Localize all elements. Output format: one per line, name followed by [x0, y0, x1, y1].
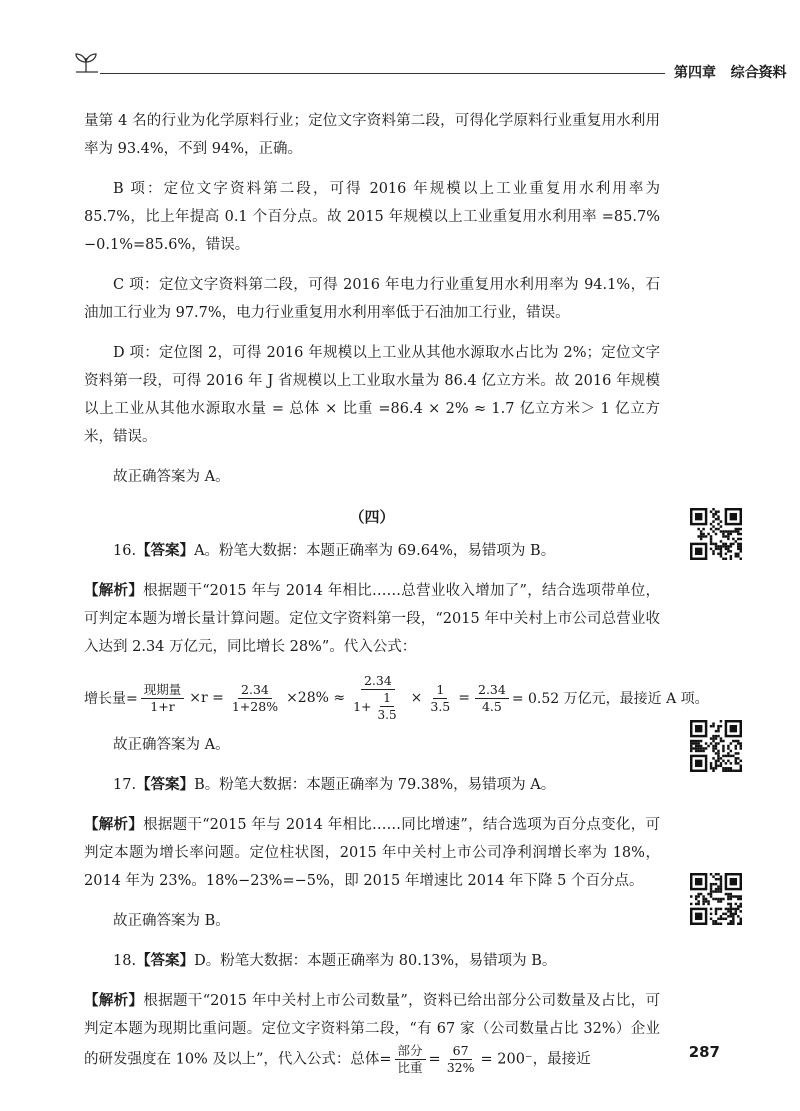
fraction-numerator: 2.34: [238, 682, 272, 699]
fraction: [444, 1043, 478, 1076]
q17-analysis-text: 根据题干“2015 年与 2014 年相比……同比增速”，结合选项为百分点变化，可判定本题为增长率问题。定位柱状图，2015 年中关村上市公司净利润增长率为 18%，2014 年为 23%。18%−23%=−5%，即 2015 年增速比 2014 年下降 5 个百分点。: [84, 817, 660, 889]
q18-answer-text: D。粉笔大数据：本题正确率为 80.13%，易错项为 B。: [194, 953, 557, 969]
q17-answer: [84, 771, 660, 799]
qr-code-icon[interactable]: [690, 720, 742, 772]
fraction-denominator: 3.5: [377, 708, 397, 722]
paragraph-option-c: C 项：定位文字资料第二段，可得 2016 年电力行业重复用水利用率为 94.1%，石油加工行业为 97.7%，电力行业重复用水利用率低于石油加工行业，错误。: [84, 277, 660, 321]
q18-analysis-tag: 【解析】: [84, 992, 144, 1009]
q16-conclusion: 故正确答案为 A。: [113, 737, 230, 753]
chapter-label: [674, 62, 787, 82]
fraction-denominator: [350, 690, 406, 723]
page-number: 287: [688, 1043, 720, 1061]
formula-operator: =: [428, 1051, 441, 1068]
fraction-denominator: 3.5: [430, 698, 451, 714]
fraction: [229, 682, 281, 715]
fraction-numerator: 2.34: [475, 682, 509, 699]
fraction-numerator: 现期量: [141, 682, 185, 699]
paragraph-conclusion: 故正确答案为 A。: [113, 469, 230, 485]
q17-answer-text: B。粉笔大数据：本题正确率为 79.38%，易错项为 A。: [194, 777, 556, 793]
fraction-numerator: 67: [450, 1043, 472, 1060]
q16-analysis-tag: 【解析】: [84, 582, 144, 599]
fraction-numerator: 2.34: [361, 673, 395, 690]
formula-operator: ×28% ≈: [286, 690, 346, 706]
q18-number: 18.: [113, 953, 137, 969]
q17-analysis-tag: 【解析】: [84, 816, 144, 833]
qr-code-icon[interactable]: [690, 508, 742, 560]
q16-answer-tag: 【答案】: [136, 542, 195, 559]
q16-answer: [84, 537, 660, 565]
fraction: [395, 1043, 426, 1076]
q17-number: 17.: [113, 777, 137, 793]
page-header: [72, 50, 787, 90]
fraction-numerator: 1: [380, 690, 394, 707]
q18-answer-tag: 【答案】: [136, 952, 195, 969]
paragraph-option-b: B 项：定位文字资料第二段，可得 2016 年规模以上工业重复用水利用率为 85.7%，比上年提高 0.1 个百分点。故 2015 年规模以上工业重复用水利用率 =85.7%−0.1%=85.6%，错误。: [84, 181, 660, 253]
chapter-number: 第四章: [674, 65, 716, 81]
q16-number: 16.: [113, 543, 137, 559]
fraction: [475, 682, 509, 715]
q18-analysis: [84, 987, 660, 1076]
section-title: （四）: [349, 508, 395, 526]
formula-operator: ×: [410, 690, 423, 706]
fraction-denominator: 1+28%: [231, 698, 279, 714]
q17-conclusion: 故正确答案为 B。: [113, 913, 230, 929]
header-rule-tail: [748, 73, 780, 74]
fraction: [141, 682, 185, 715]
q17-analysis: [84, 811, 660, 895]
q18-answer: [84, 947, 660, 975]
fraction: [427, 682, 453, 715]
q17-answer-tag: 【答案】: [136, 776, 195, 793]
fraction-numerator: 部分: [395, 1043, 426, 1060]
fraction-denominator: 4.5: [481, 698, 502, 714]
header-rule: [100, 73, 665, 74]
fraction-denominator: 比重: [397, 1060, 423, 1075]
fraction-denominator: 32%: [446, 1060, 475, 1075]
fraction-denominator: 1+r: [150, 698, 175, 714]
formula-operator: =: [458, 690, 470, 706]
qr-code-icon[interactable]: [690, 873, 742, 925]
fraction: [350, 673, 406, 723]
q18-analysis-text: 根据题干“2015 年中关村上市公司数量”，资料已给出部分公司数量及占比，可判定本题为现期比重问题。定位文字资料第二段，“有 67 家（公司数量占比 32%）企业的研发强度在 10% 及以上”，代入公式：总体=: [84, 993, 660, 1068]
q16-formula: [84, 673, 709, 723]
fraction-numerator: 1: [433, 682, 447, 699]
denominator-prefix: 1+: [353, 698, 372, 714]
formula-operator: ×r =: [189, 690, 224, 706]
formula-lhs: 增长量=: [84, 691, 138, 707]
q16-analysis: [84, 577, 660, 661]
chapter-title: 综合资料: [730, 65, 787, 81]
formula-result: = 200⁻，最接近: [480, 1051, 591, 1068]
paragraph-option-d: D 项：定位图 2，可得 2016 年规模以上工业从其他水源取水占比为 2%；定位文字资料第一段，可得 2016 年 J 省规模以上工业取水量为 86.4 亿立方米。故 2016 年规模以上工业从其他水源取水量 = 总体 × 比重 =86.4 × 2% ≈ 1.7 亿立方米＞ 1 亿立方米，错误。: [84, 345, 660, 445]
q16-answer-text: A。粉笔大数据：本题正确率为 69.64%，易错项为 B。: [194, 543, 556, 559]
nested-fraction: [375, 690, 400, 723]
q16-analysis-text: 根据题干“2015 年与 2014 年相比……总营业收入增加了”，结合选项带单位，可判定本题为增长量计算问题。定位文字资料第一段，“2015 年中关村上市公司总营业收入达到 2.34 万亿元，同比增长 28%”。代入公式：: [84, 583, 660, 655]
paragraph-continued: 量第 4 名的行业为化学原料行业；定位文字资料第二段，可得化学原料行业重复用水利用率为 93.4%，不到 94%，正确。: [84, 113, 660, 157]
formula-result: = 0.52 万亿元，最接近 A 项。: [511, 691, 709, 707]
leaf-icon: [72, 50, 100, 82]
